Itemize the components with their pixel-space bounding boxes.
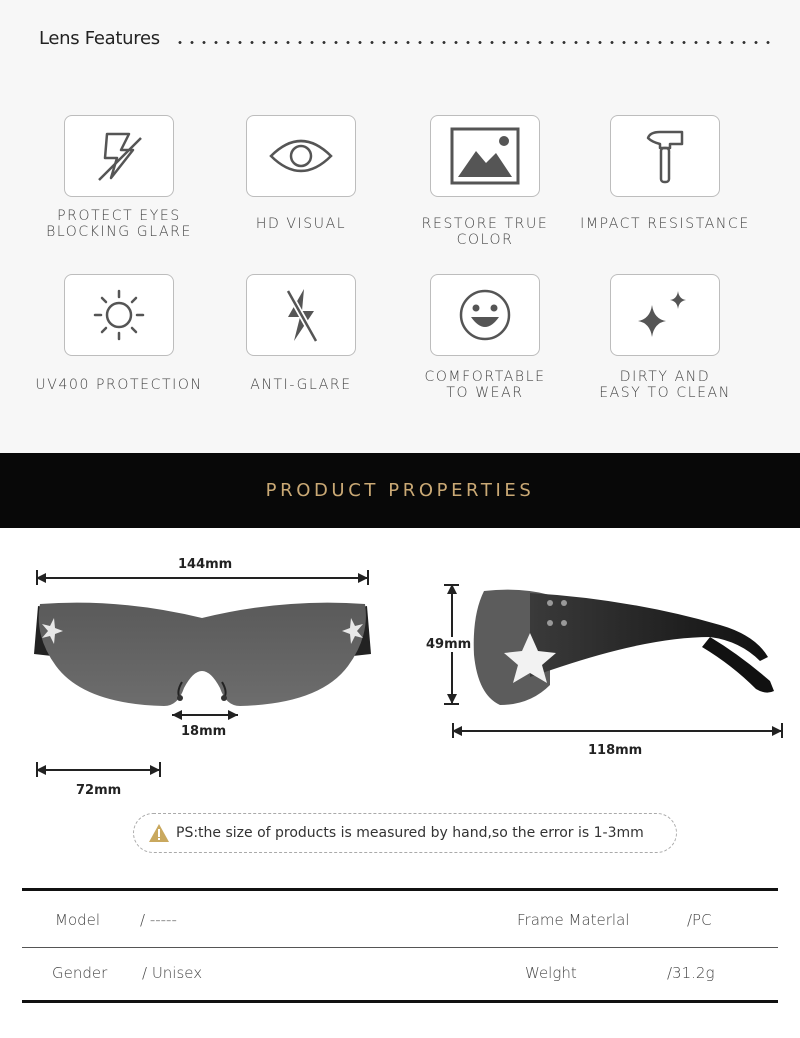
feature-icon-box <box>430 274 540 356</box>
spec-label-gender: Gender <box>52 964 108 982</box>
feature-impact-resistance <box>575 115 755 245</box>
feature-label: UV400 PROTECTION <box>35 377 203 393</box>
warning-icon <box>148 823 170 843</box>
feature-restore-true-color <box>395 115 575 248</box>
feature-label: EASY TO CLEAN <box>599 385 731 401</box>
product-properties-title: PRODUCT PROPERTIES <box>265 480 535 501</box>
feature-label: TO WEAR <box>446 385 524 401</box>
dimension-line <box>36 769 160 771</box>
sparkle-icon <box>632 285 698 345</box>
spec-label-weight: Welght <box>525 964 577 982</box>
arrow-head-up-icon <box>446 584 458 594</box>
no-lightning-icon <box>276 285 326 345</box>
landscape-image-icon <box>450 127 520 185</box>
feature-label: COMFORTABLE <box>424 369 546 385</box>
feature-label: BLOCKING GLARE <box>46 224 192 240</box>
feature-icon-box <box>430 115 540 197</box>
spec-value-weight: /31.2g <box>667 964 715 982</box>
spec-value-gender: / Unisex <box>142 964 203 982</box>
lens-features-title: Lens Features <box>39 28 160 49</box>
spec-value-model: / ----- <box>140 911 177 929</box>
glasses-side-image <box>470 585 780 710</box>
dimension-lens-width: 72mm <box>76 783 122 798</box>
dotted-divider <box>174 41 770 44</box>
sun-icon <box>89 285 149 345</box>
feature-label: HD VISUAL <box>255 216 347 232</box>
feature-label: PROTECT EYES <box>57 208 181 224</box>
feature-protect-eyes <box>29 115 209 245</box>
dimension-tick <box>367 570 369 585</box>
dimension-line <box>36 577 368 579</box>
glasses-front-image <box>30 596 375 711</box>
table-row-divider <box>22 947 778 948</box>
feature-label: DIRTY AND <box>619 369 711 385</box>
feature-label: RESTORE TRUE COLOR <box>421 216 549 248</box>
arrow-head-left-icon <box>452 725 462 737</box>
spec-label-model: Model <box>55 911 101 929</box>
lightning-icon <box>89 126 149 186</box>
dimension-bridge: 18mm <box>181 724 227 739</box>
feature-icon-box <box>64 115 174 197</box>
feature-icon-box <box>246 274 356 356</box>
dimension-line <box>452 730 782 732</box>
dimension-tick <box>781 723 783 738</box>
feature-icon-box <box>610 115 720 197</box>
product-properties-banner <box>0 453 800 528</box>
feature-easy-to-clean <box>575 274 755 404</box>
spec-label-frame-material: Frame Materlal <box>517 911 630 929</box>
feature-hd-visual <box>211 115 391 245</box>
feature-comfortable <box>395 274 575 404</box>
dimension-temple-length: 118mm <box>588 743 643 758</box>
dimension-tick <box>159 762 161 777</box>
table-bottom-rule <box>22 1000 778 1003</box>
measurement-note <box>133 813 677 853</box>
feature-icon-box <box>64 274 174 356</box>
feature-anti-glare <box>211 274 391 404</box>
eye-icon <box>266 131 336 181</box>
dimension-tick <box>444 584 459 586</box>
hammer-icon <box>640 126 690 186</box>
dimension-total-width: 144mm <box>178 557 233 572</box>
feature-uv400 <box>29 274 209 404</box>
dimension-tick <box>36 570 38 585</box>
dimension-tick <box>444 703 459 705</box>
arrow-head-left-icon <box>36 764 46 776</box>
arrow-head-left-icon <box>36 572 46 584</box>
feature-icon-box <box>246 115 356 197</box>
dimension-tick <box>452 723 454 738</box>
feature-icon-box <box>610 274 720 356</box>
dimension-lens-height: 49mm <box>426 637 472 652</box>
measurement-note-text: PS:the size of products is measured by hand,so the error is 1-3mm <box>176 825 644 841</box>
dimension-tick <box>36 762 38 777</box>
arrow-head-left-icon <box>172 709 182 721</box>
feature-label: ANTI-GLARE <box>250 377 352 393</box>
spec-value-frame-material: /PC <box>687 911 712 929</box>
lens-features-section <box>0 0 800 453</box>
arrow-head-right-icon <box>228 709 238 721</box>
feature-label: IMPACT RESISTANCE <box>580 216 750 232</box>
table-top-rule <box>22 888 778 891</box>
smile-icon <box>455 285 515 345</box>
